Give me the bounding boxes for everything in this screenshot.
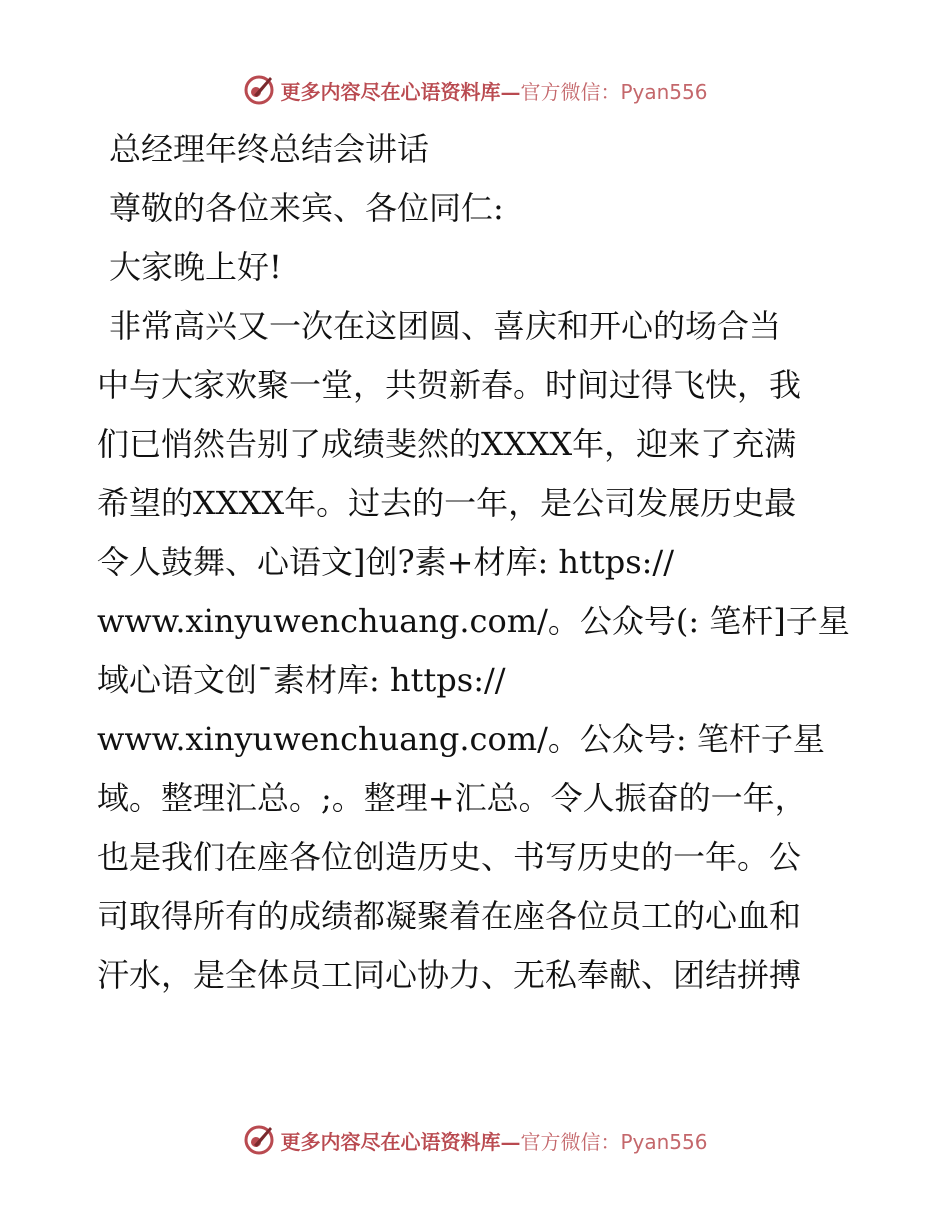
body-line: www.xinyuwenchuang.com/。公众号(: 笔杆]子星 bbox=[97, 602, 850, 640]
document-title: 总经理年终总结会讲话 bbox=[109, 130, 430, 168]
footer-banner bbox=[0, 1120, 950, 1160]
banner-wechat-text: 官方微信：Pyan556 bbox=[520, 79, 708, 104]
banner-promo-text: 更多内容尽在心语资料库— bbox=[280, 1129, 521, 1154]
body-line: www.xinyuwenchuang.com/。公众号: 笔杆子星 bbox=[97, 720, 825, 758]
body-line: 域心语文创¯素材库: https:// bbox=[97, 661, 506, 699]
body-line: 令人鼓舞、心语文]创?素+材库: https:// bbox=[97, 543, 674, 581]
body-line: 非常高兴又一次在这团圆、喜庆和开心的场合当 bbox=[109, 307, 782, 345]
salutation: 尊敬的各位来宾、各位同仁: bbox=[109, 189, 504, 227]
quill-pen-logo-icon bbox=[242, 73, 276, 107]
quill-pen-logo-icon bbox=[242, 1123, 276, 1157]
banner-wechat-text: 官方微信：Pyan556 bbox=[520, 1129, 708, 1154]
greeting: 大家晚上好! bbox=[109, 248, 282, 286]
header-banner bbox=[0, 70, 950, 110]
body-line: 域。整理汇总。;。整理+汇总。令人振奋的一年， bbox=[97, 779, 807, 817]
body-line: 中与大家欢聚一堂，共贺新春。时间过得飞快，我 bbox=[97, 366, 802, 404]
document-body bbox=[97, 120, 857, 1005]
body-line: 汗水，是全体员工同心协力、无私奉献、团结拼搏 bbox=[97, 956, 802, 994]
body-line: 希望的XXXX年。过去的一年，是公司发展历史最 bbox=[97, 484, 797, 522]
body-line: 司取得所有的成绩都凝聚着在座各位员工的心血和 bbox=[97, 897, 802, 935]
body-line: 们已悄然告别了成绩斐然的XXXX年，迎来了充满 bbox=[97, 425, 797, 463]
body-line: 也是我们在座各位创造历史、书写历史的一年。公 bbox=[97, 838, 802, 876]
banner-promo-text: 更多内容尽在心语资料库— bbox=[280, 79, 521, 104]
